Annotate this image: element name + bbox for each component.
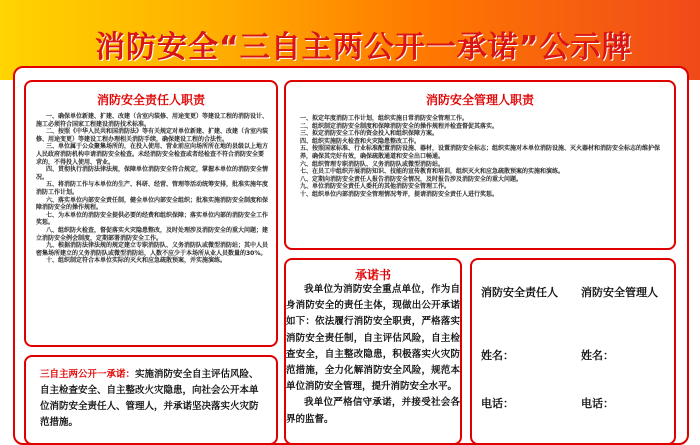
manager-duty-item: 九、单位消防安全责任人委托的其他消防安全管理工作。 [300, 183, 451, 191]
responsible-duty-item: 四、贯彻执行消防法律法规，保障单位消防安全符合规定，掌握本单位的消防安全情况。 [36, 166, 269, 181]
manager-duty-item: 六、组织管理专职消防队、义务消防队或微型消防站。 [300, 160, 445, 168]
responsible-person-label: 消防安全责任人 [481, 286, 558, 299]
manager-duty-item: 七、在员工中组织开展消防知识、技能的宣传教育和培训，组织灭火和应急疏散预案的实施和演练。 [300, 168, 565, 176]
manager-duty-item: 二、组织制定消防安全制度和保障消防安全的操作规程并检查督促其落实。 [300, 122, 499, 130]
responsible-duty-item: 九、根据消防法律法规的规定建立专职消防队、义务消防队或微型消防站；其中人员密集场所建立的义务消防队或微型消防站，人数不应少于本场所从业人员数量的30%。 [36, 242, 269, 257]
responsible-duty-item: 六、落实单位内部安全责任制，健全单位内部安全组织；批准实施消防安全制度和保障消防安全的操作规程。 [36, 196, 269, 212]
commitment-statement-panel [24, 355, 278, 445]
manager-duties-panel [284, 80, 676, 250]
responsible-duties-list [36, 113, 268, 265]
manager-phone-label: 电话： [581, 397, 614, 410]
pledge-text: 我单位为消防安全重点单位，作为自身消防安全的责任主体，现做出公开承诺如下：依法履行消防安全职责，严格落实消防安全责任制，自主评估风险，自主检查安全，自主整改隐患，积极落实火灾防范措施，全力化解消防安全风险，规范本单位消防安全管理，提升消防安全水平。 [286, 284, 460, 393]
responsible-duties-title: 消防安全责任人职责 [96, 93, 205, 107]
responsible-duty-item: 八、组织防火检查，督促落实火灾隐患整改，及时处理涉及消防安全的重大问题；建立消防安全例会制度，定期部署消防安全工作。 [36, 226, 269, 242]
responsible-duty-item: 十、组织制定符合本单位实际的灭火和应急疏散预案，并实施演练。 [46, 257, 227, 265]
page-title: 消防安全“三自主两公开一承诺”公示牌 [95, 30, 633, 65]
manager-duty-item: 十、组织单位内部消防安全管理情况考评，提请消防安全责任人进行奖惩。 [300, 190, 499, 198]
manager-duty-item: 四、组织实施防火检查和火灾隐患整改工作。 [300, 137, 421, 145]
manager-duty-item: 一、拟定年度消防工作计划，组织实施日常消防安全管理工作。 [300, 115, 469, 122]
pledge-panel [284, 258, 462, 445]
manager-duties-title: 消防安全管理人职责 [425, 93, 534, 107]
responsible-phone-label: 电话： [481, 397, 514, 410]
manager-name-label: 姓名： [581, 349, 614, 362]
statement-text: 实施消防安全自主评估风险、自主检查安全、自主整改火灾隐患，向社会公开本单位消防安全责任人、管理人，并承诺坚决落实火灾防范措施。 [40, 369, 259, 428]
responsible-duty-item: 五、将消防工作与本单位的生产、科研、经营、管理等活动统筹安排，批准实施年度消防工作计划。 [36, 181, 269, 196]
responsible-duty-item: 一、确保单位新建、扩建、改建（含室内装修、用途变更）等建设工程的消防设计、施工必须符合国家工程建设消防技术标准。 [36, 113, 269, 128]
manager-duty-item: 八、定期向消防安全责任人报告消防安全情况，及时报告涉及消防安全的重大问题。 [300, 175, 523, 183]
responsible-duties-panel [24, 80, 278, 347]
manager-duties-list [300, 115, 664, 199]
statement-label: 三自主两公开一承诺： [40, 369, 136, 380]
manager-duty-item: 三、拟定消防安全工作的资金投入和组织保障方案。 [300, 130, 439, 138]
pledge-text-2: 我单位严格信守承诺，并接受社会各界的监督。 [286, 397, 460, 425]
responsible-duty-item: 二、按照《中华人民共和国消防法》等有关规定对单位新建、扩建、改建（含室内装修、用途变更）等建设工程办理相关消防手续，确保建设工程的合法性。 [36, 128, 269, 143]
responsible-duty-item: 三、单位属于公众聚集场所的，在投入使用、营业前应向场所所在地的县级以上地方人民政府消防机构申请消防安全检查。未经消防安全检查或者经检查不符合消防安全要求的，不得投入使用、营业。 [36, 143, 269, 166]
pledge-title: 承诺书 [354, 268, 391, 282]
signature-panel [470, 258, 676, 445]
manager-person-label: 消防安全管理人 [581, 286, 658, 299]
manager-duty-item: 五、按照国家标准、行业标准配置消防设施、器材，设置消防安全标志；组织实施对本单位消防设施、灭火器材和消防安全标志的维护保养，确保其完好有效，确保疏散通道和安全出口畅通。 [300, 145, 661, 160]
responsible-name-label: 姓名： [481, 349, 514, 362]
responsible-duty-item: 七、为本单位的消防安全提供必要的经费和组织保障；落实单位内部的消防安全工作奖惩。 [36, 211, 269, 227]
